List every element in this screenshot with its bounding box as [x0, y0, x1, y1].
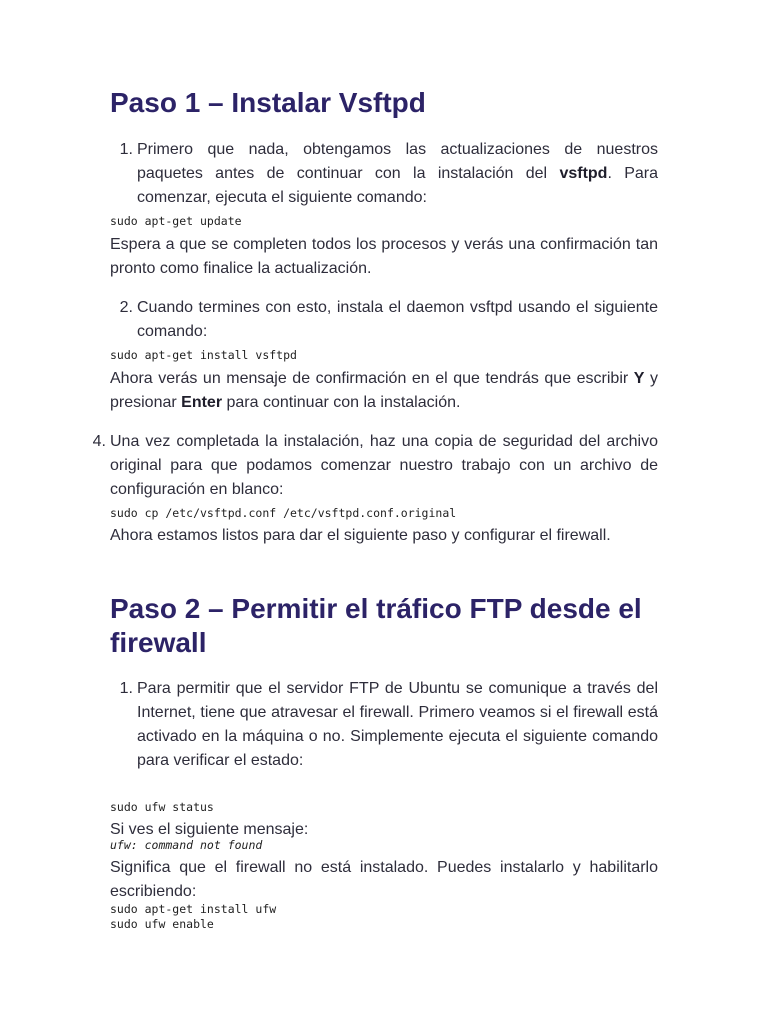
command-snippet: sudo apt-get update: [110, 214, 242, 228]
item-text: Cuando termines con esto, instala el daemon vsftpd usando el siguiente comando:: [137, 299, 658, 340]
command-snippet: sudo cp /etc/vsftpd.conf /etc/vsftpd.conf.original: [110, 506, 457, 520]
item-text: Primero que nada, obtengamos las actualizaciones de nuestros paquetes antes de continuar con la instalación del: [137, 141, 658, 182]
paragraph: [110, 367, 658, 415]
command-snippet: sudo apt-get install vsftpd: [110, 348, 297, 362]
step1-list-item-2: [119, 296, 658, 344]
paragraph-text: para continuar con la instalación.: [222, 394, 461, 411]
step1-list-item-1: [119, 138, 659, 210]
paragraph: Espera a que se completen todos los procesos y verás una confirmación tan pronto como finalice la actualización.: [110, 236, 658, 277]
step1-heading: Paso 1 – Instalar Vsftpd: [110, 87, 426, 118]
bold-key-enter: Enter: [181, 394, 223, 411]
list-number: 1.: [119, 680, 133, 697]
step2-list-item-1: [119, 677, 658, 773]
paragraph: Ahora estamos listos para dar el siguiente paso y configurar el firewall.: [110, 527, 611, 544]
item-text: . Para comenzar, ejecuta el siguiente comando:: [137, 165, 659, 206]
list-number: 2.: [119, 299, 133, 316]
command-snippet: sudo apt-get install ufw: [110, 902, 277, 916]
list-number: 1.: [119, 141, 133, 158]
list-number: 4.: [92, 433, 106, 450]
step1-list-item-4: [92, 430, 658, 502]
step2-heading: Paso 2 – Permitir el tráfico FTP desde el firewall: [110, 593, 642, 658]
command-snippet: sudo ufw enable: [110, 917, 214, 931]
item-text: Para permitir que el servidor FTP de Ubuntu se comunique a través del Internet, tiene que atravesar el firewall. Primero veamos si el firewall está activado en la máquina o no. Simplemente ejecuta el siguiente comando para verificar el estado:: [137, 680, 658, 769]
item-text: Una vez completada la instalación, haz una copia de seguridad del archivo original para que podamos comenzar nuestro trabajo con un archivo de configuración en blanco:: [110, 433, 658, 498]
paragraph: Si ves el siguiente mensaje:: [110, 821, 309, 838]
command-snippet: sudo ufw status: [110, 800, 214, 814]
paragraph: Significa que el firewall no está instalado. Puedes instalarlo y habilitarlo escribiendo:: [110, 859, 658, 900]
bold-term: vsftpd: [559, 165, 608, 182]
command-output: ufw: command not found: [110, 838, 263, 852]
bold-key-y: Y: [633, 370, 645, 387]
paragraph-text: y presionar: [110, 370, 658, 411]
paragraph-text: Ahora verás un mensaje de confirmación en el que tendrás que escribir: [110, 370, 634, 387]
